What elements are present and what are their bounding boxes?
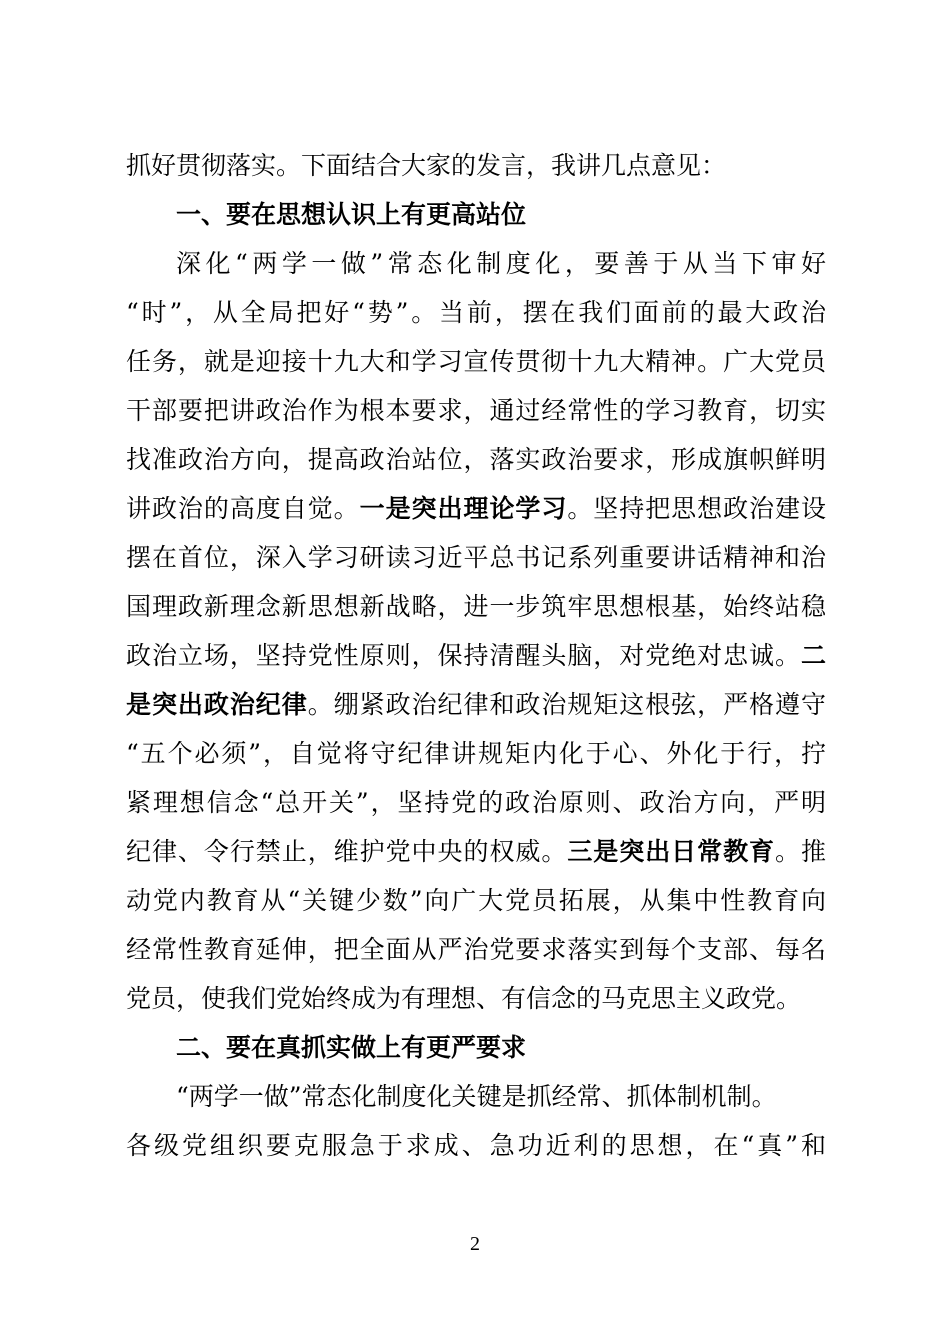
body-line xyxy=(126,494,826,524)
body-line: 任务，就是迎接十九大和学习宣传贯彻十九大精神。广大党员 xyxy=(126,347,826,376)
body-line: 深化“两学一做”常态化制度化，要善于从当下审好 xyxy=(176,249,826,278)
body-line xyxy=(126,690,826,720)
emphasis-text: 一是突出理论学习 xyxy=(359,494,568,523)
section-heading: 一、要在思想认识上有更高站位 xyxy=(176,200,527,229)
body-line xyxy=(126,641,826,671)
emphasis-text: 二 xyxy=(800,641,826,670)
body-line: 摆在首位，深入学习研读习近平总书记系列重要讲话精神和治 xyxy=(126,543,826,572)
text-run: 政治立场，坚持党性原则，保持清醒头脑，对党绝对忠诚。 xyxy=(126,641,801,670)
body-line: 抓好贯彻落实。下面结合大家的发言，我讲几点意见： xyxy=(126,151,727,180)
body-line: “时”，从全局把好“势”。当前，摆在我们面前的最大政治 xyxy=(126,298,826,327)
section-heading: 二、要在真抓实做上有更严要求 xyxy=(176,1033,527,1062)
body-line: 紧理想信念“总开关”，坚持党的政治原则、政治方向，严明 xyxy=(126,788,826,817)
body-line: 党员，使我们党始终成为有理想、有信念的马克思主义政党。 xyxy=(126,984,802,1013)
text-run: 。绷紧政治纪律和政治规矩这根弦，严格遵守 xyxy=(307,690,826,719)
body-line: 经常性教育延伸，把全面从严治党要求落实到每个支部、每名 xyxy=(126,935,826,964)
body-line: 动党内教育从“关键少数”向广大党员拓展，从集中性教育向 xyxy=(126,886,826,915)
text-run: 纪律、令行禁止，维护党中央的权威。 xyxy=(126,837,568,866)
text-run: 讲政治的高度自觉。 xyxy=(126,494,360,523)
page-number: 2 xyxy=(470,1233,480,1255)
text-run: 。推 xyxy=(775,837,826,866)
emphasis-text: 是突出政治纪律 xyxy=(126,690,308,719)
body-line: 干部要把讲政治作为根本要求，通过经常性的学习教育，切实 xyxy=(126,396,826,425)
body-line: 各级党组织要克服急于求成、急功近利的思想，在“真”和 xyxy=(126,1131,826,1160)
body-line: “两学一做”常态化制度化关键是抓经常、抓体制机制。 xyxy=(176,1082,777,1111)
emphasis-text: 三是突出日常教育 xyxy=(567,837,776,866)
text-run: 。坚持把思想政治建设 xyxy=(567,494,826,523)
body-line: “五个必须”，自觉将守纪律讲规矩内化于心、外化于行，拧 xyxy=(126,739,826,768)
body-line: 国理政新理念新思想新战略，进一步筑牢思想根基，始终站稳 xyxy=(126,592,826,621)
body-line: 找准政治方向，提高政治站位，落实政治要求，形成旗帜鲜明 xyxy=(126,445,826,474)
body-line xyxy=(126,837,826,867)
